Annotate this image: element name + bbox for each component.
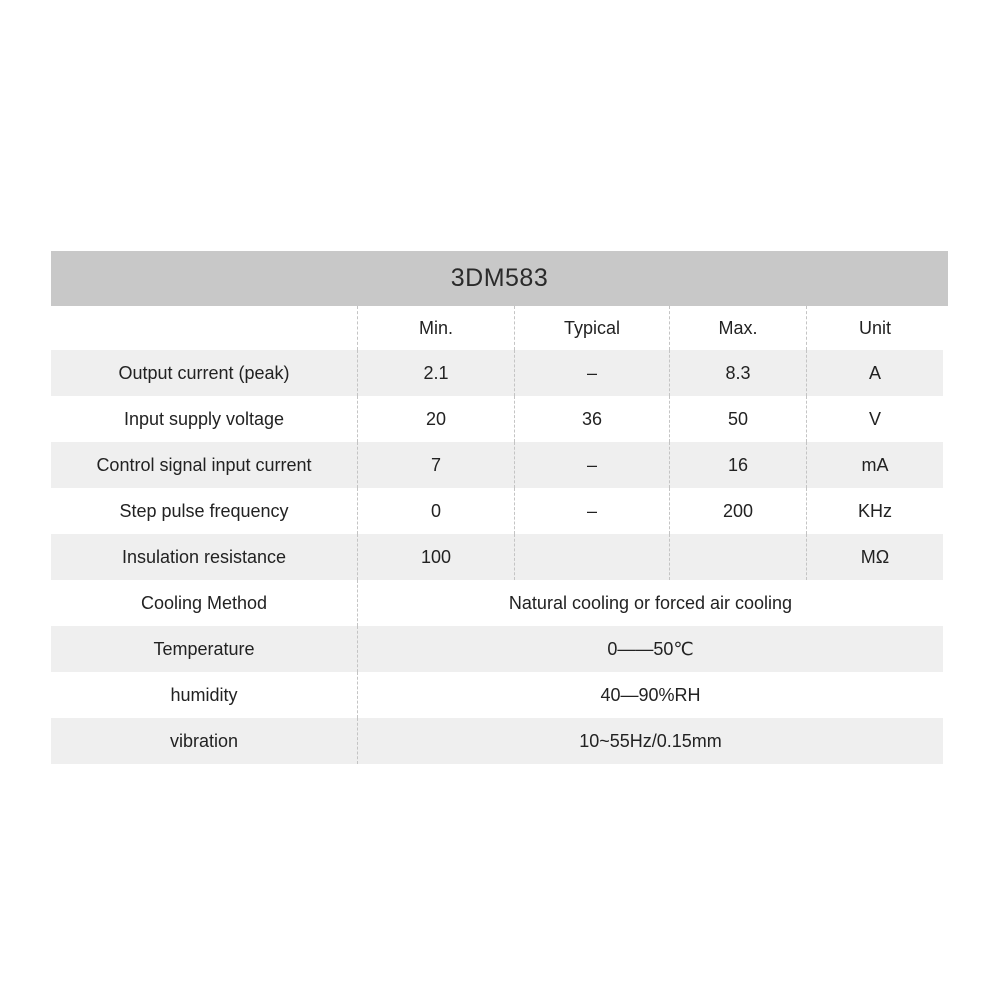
table-row bbox=[51, 396, 943, 442]
cell-unit: A bbox=[806, 350, 943, 396]
cell-max: 8.3 bbox=[669, 350, 806, 396]
cell-typical bbox=[514, 534, 669, 580]
cell-unit: V bbox=[806, 396, 943, 442]
row-label: Input supply voltage bbox=[123, 408, 285, 429]
cell-span-value: 0——50℃ bbox=[357, 626, 943, 672]
table-row bbox=[51, 350, 943, 396]
row-label: Output current (peak) bbox=[118, 362, 290, 383]
cell-min: 0 bbox=[357, 488, 514, 534]
cell-min: 2.1 bbox=[357, 350, 514, 396]
row-label: Step pulse frequency bbox=[119, 500, 289, 521]
table-row-span bbox=[51, 672, 943, 718]
cell-unit: MΩ bbox=[806, 534, 943, 580]
cell-max bbox=[669, 534, 806, 580]
table-row bbox=[51, 534, 943, 580]
cell-unit: KHz bbox=[806, 488, 943, 534]
cell-min: 100 bbox=[357, 534, 514, 580]
table-row bbox=[51, 442, 943, 488]
cell-span-value: 10~55Hz/0.15mm bbox=[357, 718, 943, 764]
cell-typical: – bbox=[514, 350, 669, 396]
row-label: humidity bbox=[170, 684, 238, 705]
table-row-span bbox=[51, 626, 943, 672]
header-cell-blank bbox=[51, 306, 357, 350]
cell-min: 20 bbox=[357, 396, 514, 442]
header-cell-min: Min. bbox=[357, 306, 514, 350]
cell-typical: – bbox=[514, 488, 669, 534]
table-row bbox=[51, 488, 943, 534]
cell-span-value: 40—90%RH bbox=[357, 672, 943, 718]
cell-max: 50 bbox=[669, 396, 806, 442]
row-label: Insulation resistance bbox=[121, 546, 287, 567]
table-title: 3DM583 bbox=[51, 251, 948, 306]
table-row-span bbox=[51, 580, 943, 626]
row-label: vibration bbox=[169, 730, 239, 751]
header-cell-max: Max. bbox=[669, 306, 806, 350]
spec-table bbox=[51, 306, 943, 764]
header-cell-typical: Typical bbox=[514, 306, 669, 350]
row-label: Cooling Method bbox=[140, 592, 268, 613]
cell-unit: mA bbox=[806, 442, 943, 488]
table-header-row bbox=[51, 306, 943, 350]
cell-typical: 36 bbox=[514, 396, 669, 442]
table-row-span bbox=[51, 718, 943, 764]
cell-min: 7 bbox=[357, 442, 514, 488]
cell-typical: – bbox=[514, 442, 669, 488]
cell-max: 16 bbox=[669, 442, 806, 488]
cell-max: 200 bbox=[669, 488, 806, 534]
header-cell-unit: Unit bbox=[806, 306, 943, 350]
row-label: Temperature bbox=[153, 638, 255, 659]
cell-span-value: Natural cooling or forced air cooling bbox=[357, 580, 943, 626]
row-label: Control signal input current bbox=[96, 454, 312, 475]
